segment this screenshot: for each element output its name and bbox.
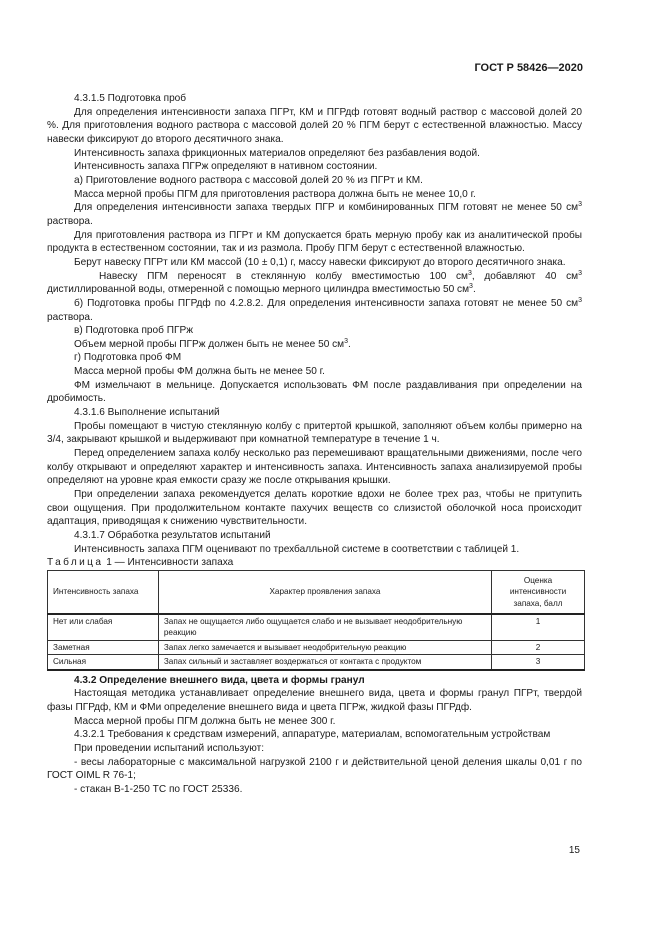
text-run: дистиллированной воды, отмеренной с помощью мерного цилиндра вместимостью 50 см (47, 284, 470, 296)
page-body (47, 92, 582, 797)
paragraph: Берут навеску ПГРт или КМ массой (10 ± 0,1) г, массу навески фиксируют до второго десятичного знака. (74, 256, 566, 268)
text-run: б) Подготовка пробы ПГРдф по 4.2.8.2. Для определения интенсивности запаха готовят не менее 50 см (74, 297, 579, 309)
paragraph: Масса мерной пробы ПГМ должна быть не менее 300 г. (74, 715, 336, 727)
section-heading: 4.3.2.1 Требования к средствам измерений, аппаратуре, материалам, вспомогательным устройствам (74, 729, 551, 741)
table-cell: Запах сильный и заставляет воздержаться от контакта с продуктом (158, 655, 491, 670)
section-heading-bold: 4.3.2 Определение внешнего вида, цвета и формы гранул (74, 674, 365, 686)
paragraph: Пробы помещают в чистую стеклянную колбу с притертой крышкой, заполняют объем колбы примерно на 3/4, закрывают крышкой и выдерживают при комнатной температуре в течение 1 ч. (47, 420, 582, 446)
table-cell: Запах не ощущается либо ощущается слабо и не вызывает неодобрительную реакцию (158, 614, 491, 640)
table-row (48, 640, 585, 654)
list-item: - стакан В-1-250 ТС по ГОСТ 25336. (74, 783, 243, 795)
paragraph: в) Подготовка проб ПГРж (74, 325, 193, 337)
text-run: . (472, 284, 476, 296)
table-cell: Сильная (48, 655, 159, 670)
superscript: 3 (578, 269, 582, 277)
text-run: Для определения интенсивности запаха твердых ПГР и комбинированных ПГМ готовят не менее 50 см (74, 202, 579, 214)
paragraph: Масса мерной пробы ПГМ для приготовления раствора должна быть не менее 10,0 г. (74, 188, 476, 200)
odor-intensity-table (47, 570, 585, 671)
text-run: . (348, 338, 351, 350)
paragraph: Для приготовления раствора из ПГРт и КМ допускается брать мерную пробу как из аналитической пробы продукта в естественном состоянии, так и из размола. Пробу ПГМ берут с естественной влажностью. (47, 229, 582, 255)
superscript: 3 (344, 337, 349, 345)
superscript: 3 (578, 296, 582, 304)
superscript: 3 (469, 283, 473, 291)
table-header-cell: Оценка интенсивности запаха, балл (492, 570, 585, 614)
table-cell: Заметная (48, 640, 159, 654)
text-run: Навеску ПГМ переносят в стеклянную колбу вместимостью 100 см (99, 270, 468, 282)
superscript: 3 (467, 269, 472, 277)
table-row (48, 614, 585, 640)
text-run: Объем мерной пробы ПГРж должен быть не менее 50 см (74, 338, 345, 350)
table-header-cell: Интенсивность запаха (48, 570, 159, 614)
paragraph: При проведении испытаний используют: (74, 742, 265, 754)
page-number: 15 (568, 845, 580, 856)
paragraph: г) Подготовка проб ФМ (74, 352, 182, 364)
table-caption (47, 556, 582, 570)
paragraph: ФМ измельчают в мельнице. Допускается использовать ФМ после раздавливания при определении на дробимость. (47, 379, 582, 405)
paragraph: При определении запаха рекомендуется делать короткие вдохи не более трех раз, чтобы не притупить свои ощущения. При продолжительном контакте пахучих веществ со слизистой оболочкой носа происходит адаптация, приводящая к снижению чувствительности. (47, 489, 582, 528)
paragraph: Для определения интенсивности запаха ПГРт, КМ и ПГРдф готовят водный раствор с массовой долей 20 %. Для приготовления водного раствора с массовой долей 20 % ПГМ берут с естественной влажностью. Массу навески фиксируют до второго десятичного знака. (47, 106, 582, 145)
document-header: ГОСТ Р 58426—2020 (474, 62, 583, 74)
table-cell: 2 (492, 640, 585, 654)
table-caption-word: Таблица (47, 557, 104, 569)
table-row (48, 655, 585, 670)
section-heading: 4.3.1.5 Подготовка проб (74, 93, 187, 104)
table-header-row (48, 570, 585, 614)
table-cell: 3 (492, 655, 585, 670)
paragraph: а) Приготовление водного раствора с массовой долей 20 % из ПГРт и КМ. (74, 174, 423, 186)
table-cell: 1 (492, 614, 585, 640)
paragraph (47, 338, 582, 352)
section-heading: 4.3.1.6 Выполнение испытаний (74, 407, 220, 419)
paragraph (47, 201, 582, 228)
table-cell: Запах легко замечается и вызывает неодобрительную реакцию (158, 640, 491, 654)
text-run: раствора. (47, 215, 93, 227)
paragraph: Интенсивность запаха ПГРж определяют в нативном состоянии. (74, 161, 378, 173)
list-item: - весы лабораторные с максимальной нагрузкой 2100 г и действительной ценой деления шкалы 0,01 г по ГОСТ OIML R 76-1; (47, 756, 582, 782)
paragraph: Интенсивность запаха фрикционных материалов определяют без разбавления водой. (74, 147, 480, 159)
text-run: раствора. (47, 311, 93, 323)
text-run: , добавляют 40 см (471, 270, 579, 282)
section-heading: 4.3.1.7 Обработка результатов испытаний (74, 530, 271, 541)
superscript: 3 (578, 201, 582, 209)
table-cell: Нет или слабая (48, 614, 159, 640)
paragraph: Масса мерной пробы ФМ должна быть не менее 50 г. (74, 366, 325, 378)
paragraph (47, 270, 582, 297)
table-header-cell: Характер проявления запаха (158, 570, 491, 614)
paragraph: Настоящая методика устанавливает определение внешнего вида, цвета и формы гранул ПГРт, твердой фазы ПГРдф, КМ и ФМи определение внешнего вида и цвета ПГРж, жидкой фазы ПГРдф. (47, 688, 582, 713)
table-caption-title: 1 — Интенсивности запаха (103, 557, 234, 569)
paragraph (47, 297, 582, 324)
paragraph: Перед определением запаха колбу несколько раз перемешивают вращательными движениями, после чего колбу открывают и определяют характер и интенсивность запаха. Интенсивность запаха анализируемой пробы определяют на уровне края емкости сразу же после открывания крышки. (47, 448, 582, 487)
paragraph: Интенсивность запаха ПГМ оценивают по трехбалльной системе в соответствии с таблицей 1. (74, 543, 520, 555)
